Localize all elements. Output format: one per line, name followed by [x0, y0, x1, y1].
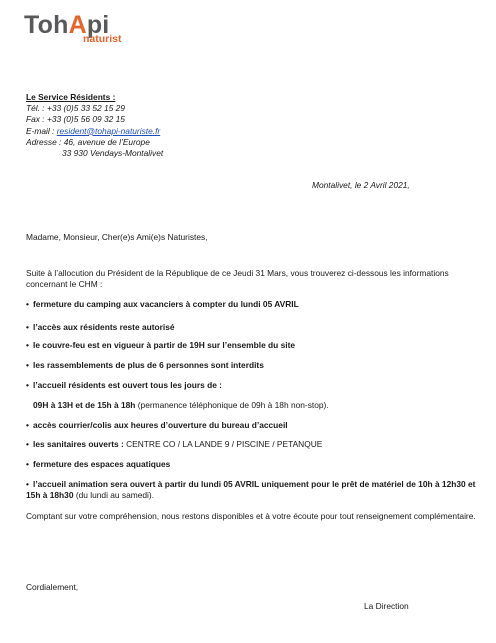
signature: La Direction: [364, 601, 409, 611]
closing-paragraph: Comptant sur votre compréhension, nous restons disponibles et à votre écoute pour tout renseignement complémentaire.: [26, 511, 476, 521]
letter-date: Montalivet, le 2 Avril 2021,: [312, 180, 410, 190]
bullet-item: • l’accueil résidents est ouvert tous les jours de :: [26, 380, 222, 390]
contact-block: [26, 92, 163, 159]
phone-line: Tél. : +33 (0)5 33 52 15 29: [26, 103, 125, 114]
bullet-item: • le couvre-feu est en vigueur à partir de 19H sur l’ensemble du site: [26, 340, 296, 350]
intro-paragraph: Suite à l’allocution du Président de la République de ce Jeudi 31 Mars, vous trouverez ci-dessous les informations concernant le CHM :: [26, 268, 449, 290]
bullet-item: • l’accueil animation sera ouvert à partir du lundi 05 AVRIL uniquement pour le prêt de matériel de 10h à 12h30 et 15h à 18h30 (du lundi au samedi).: [26, 479, 476, 501]
service-title: Le Service Résidents :: [26, 92, 116, 102]
regards: Cordialement,: [26, 582, 79, 592]
bullet-item: • les rassemblements de plus de 6 personnes sont interdits: [26, 360, 264, 370]
address-line-2: 33 930 Vendays-Montalivet: [62, 148, 164, 159]
address-line: Adresse : 46, avenue de l’Europe: [26, 136, 150, 147]
opening-hours: 09H à 13H et de 15h à 18h (permanence téléphonique de 09h à 18h non-stop).: [33, 400, 329, 410]
logo-wordmark: TohApi: [24, 11, 110, 39]
bullet-item: • l’accès aux résidents reste autorisé: [26, 322, 175, 332]
bullet-item: • fermeture des espaces aquatiques: [26, 459, 171, 469]
email-line: E-mail : resident@tohapi-naturiste.fr: [26, 125, 161, 136]
bullet-item: • fermeture du camping aux vacanciers à compter du lundi 05 AVRIL: [26, 299, 299, 309]
tohapi-logo: [24, 10, 124, 46]
email-link[interactable]: resident@tohapi-naturiste.fr: [56, 125, 161, 136]
salutation: Madame, Monsieur, Cher(e)s Ami(e)s Naturistes,: [26, 232, 208, 242]
fax-line: Fax : +33 (0)5 56 09 32 15: [26, 114, 125, 125]
logo-subtitle: naturist: [83, 33, 122, 45]
bullet-item: • les sanitaires ouverts : CENTRE CO / LA LANDE 9 / PISCINE / PETANQUE: [26, 439, 323, 449]
bullet-item: • accès courrier/colis aux heures d’ouverture du bureau d’accueil: [26, 420, 288, 430]
